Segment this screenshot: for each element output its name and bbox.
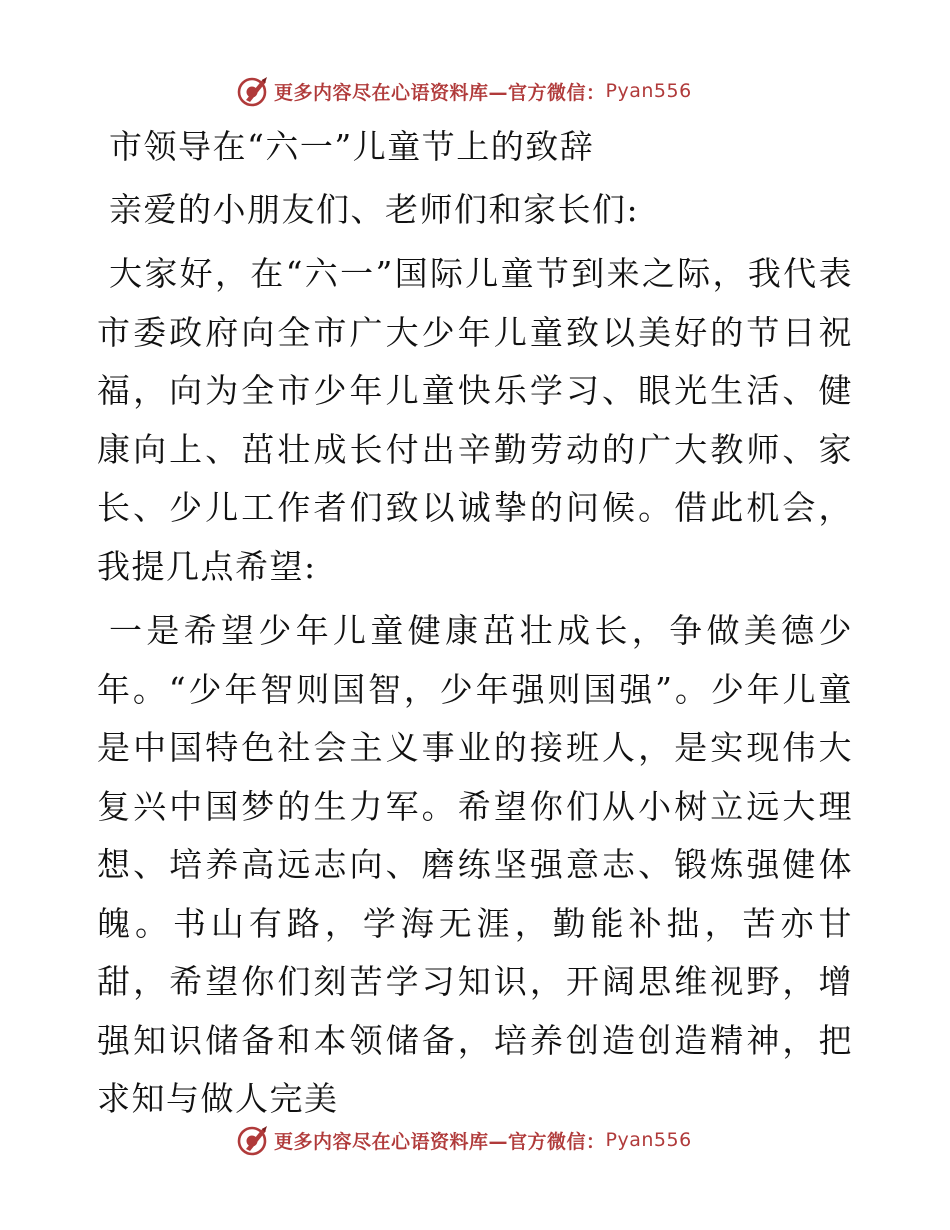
banner-text: 更多内容尽在心语资料库—官方微信：: [274, 1130, 606, 1153]
document-body: [97, 118, 853, 1118]
greeting-line: 亲爱的小朋友们、老师们和家长们:: [109, 189, 640, 229]
document-title: 市领导在“六一”儿童节上的致辞: [109, 127, 595, 166]
header-watermark-banner: [236, 73, 692, 109]
quill-logo-icon: [236, 1123, 270, 1157]
banner-text: 更多内容尽在心语资料库—官方微信：: [274, 81, 606, 104]
banner-wechat-id: Pyan556: [605, 1129, 692, 1151]
paragraph-1: 大家好，在“六一”国际儿童节到来之际，我代表市委政府向全市广大少年儿童致以美好的节日祝福，向为全市少年儿童快乐学习、眼光生活、健康向上、茁壮成长付出辛勤劳动的广大教师、家长、少儿工作者们致以诚挚的问候。借此机会，我提几点希望:: [97, 254, 853, 586]
paragraph-2: 一是希望少年儿童健康茁壮成长，争做美德少年。“少年智则国智，少年强则国强”。少年儿童是中国特色社会主义事业的接班人，是实现伟大复兴中国梦的生力军。希望你们从小树立远大理想、培养高远志向、磨练坚强意志、锻炼强健体魄。书山有路，学海无涯，勤能补拙，苦亦甘甜，希望你们刻苦学习知识，开阔思维视野，增强知识储备和本领储备，培养创造创造精神，把求知与做人完美: [97, 611, 853, 1118]
banner-wechat-id: Pyan556: [605, 80, 692, 102]
quill-logo-icon: [236, 74, 270, 108]
footer-watermark-banner: [236, 1122, 692, 1158]
